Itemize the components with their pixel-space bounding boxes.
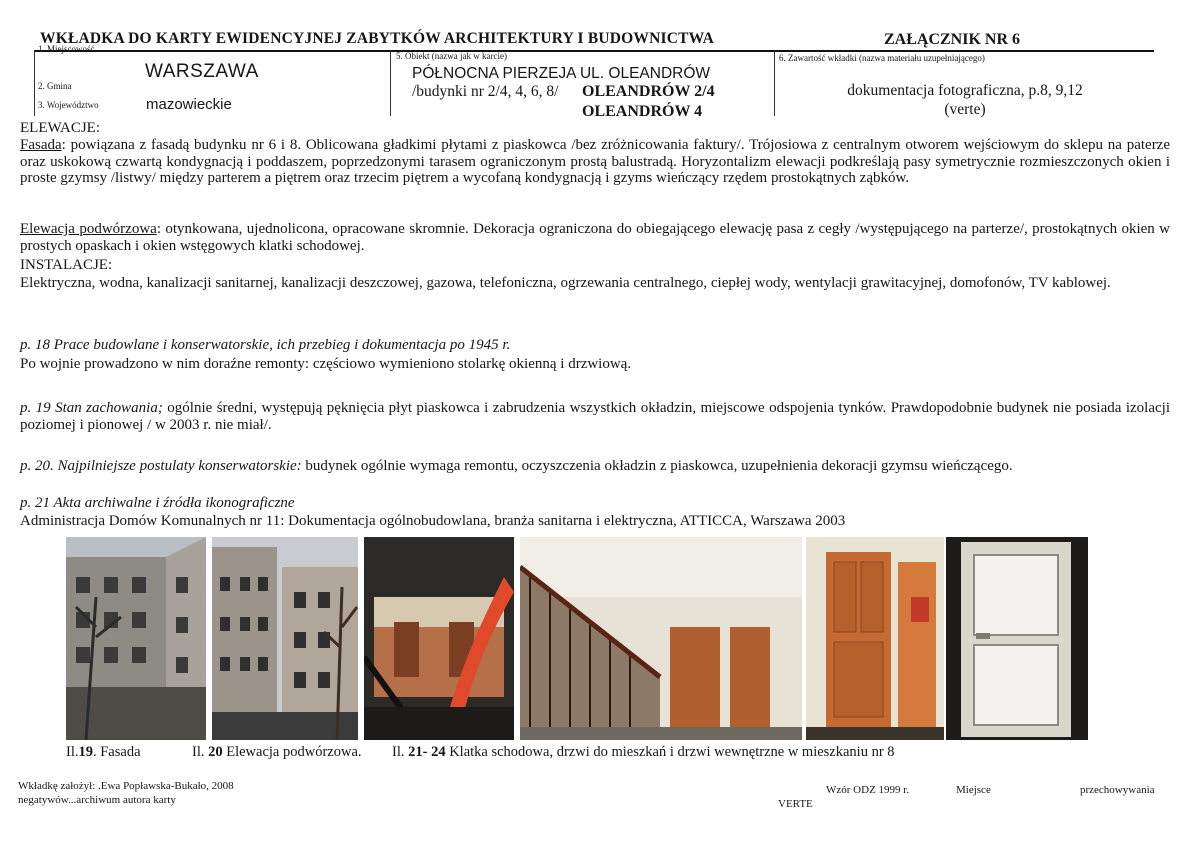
- caption-photo-19: [66, 744, 141, 761]
- caption-number: 19: [78, 744, 93, 760]
- caption-text: Elewacja podwórzowa.: [222, 744, 362, 760]
- locality-label: 1. Miejscowość: [38, 44, 95, 54]
- courtyard-paragraph: [20, 221, 1170, 254]
- footer-verte: VERTE: [778, 798, 813, 810]
- document-title: WKŁADKA DO KARTY EWIDENCYJNEJ ZABYTKÓW ARCHITEKTURY I BUDOWNICTWA: [40, 30, 715, 47]
- caption-prefix: Il.: [392, 744, 409, 760]
- caption-number: 20: [208, 744, 223, 760]
- locality-value: WARSZAWA: [145, 61, 259, 82]
- object-address-1: OLEANDRÓW 2/4: [582, 83, 715, 100]
- caption-photo-20: [192, 744, 362, 761]
- installations-heading: INSTALACJE:: [20, 257, 113, 273]
- elevations-heading: ELEWACJE:: [20, 120, 100, 136]
- content-line-1: dokumentacja fotograficzna, p.8, 9,12: [847, 82, 1083, 99]
- footer-template: Wzór ODZ 1999 r.: [826, 784, 910, 796]
- courtyard-term: Elewacja podwórzowa: [20, 221, 157, 237]
- footer-storage: przechowywania: [1080, 784, 1155, 796]
- content-value: [775, 81, 1155, 119]
- photo-facade: [66, 537, 206, 740]
- section-20-text: budynek ogólnie wymaga remontu, oczyszczenia okładzin z piaskowca, uzupełnienia dekoracji gzymsu wieńczącego.: [301, 458, 1013, 474]
- photo-interior-door: [946, 537, 1088, 740]
- footer-place: Miejsce: [956, 784, 991, 796]
- section-20-paragraph: [20, 458, 1013, 475]
- section-19-heading: p. 19 Stan zachowania;: [20, 400, 163, 416]
- facade-text: : powiązana z fasadą budynku nr 6 i 8. Oblicowana gładkimi płytami z piaskowca /bez zróżnicowania faktury/. Trójosiowa z centralnym otworem wejściowym do sklepu na paterze oraz uskokową czwartą kondygnacją i poddaszem, poprzedzonymi tarasem ograniczonym prostą balustradą. Horyzontalizm elewacji podkreślają pasy symetrycznie rozmieszczonych okien i proste gzymsy /listwy/ między parterem a piętrem oraz trzecim piętrem a wycofaną kondygnacją i gzyms wieńczący rzędem prostokątnych ząbków.: [20, 137, 1170, 187]
- facade-term: Fasada: [20, 137, 62, 153]
- section-19-text: ogólnie średni, występują pęknięcia płyt piaskowca i zabrudzenia wszystkich okładzin, miejscowe odspojenia tynków. Prawdopodobnie budynek nie posiada izolacji poziomej i pionowej / w 2003 r. nie miał/.: [20, 400, 1170, 433]
- caption-text: Klatka schodowa, drzwi do mieszkań i drzwi wewnętrzne w mieszkaniu nr 8: [445, 744, 895, 760]
- caption-prefix: Il.: [192, 744, 209, 760]
- installations-text: Elektryczna, wodna, kanalizacji sanitarnej, kanalizacji deszczowej, gazowa, telefoniczna, ogrzewania centralnego, ciepłej wody, wentylacji grawitacyjnej, domofonów, TV kablowej.: [20, 275, 1111, 291]
- photo-staircase-2: [520, 537, 802, 740]
- object-label: 5. Obiekt (nazwa jak w karcie): [396, 51, 507, 61]
- caption-number: 21- 24: [408, 744, 446, 760]
- courtyard-text: : otynkowana, ujednolicona, opracowane skromnie. Dekoracja ograniczona do obiegającego elewację pasa z cegły /występującego na parterze/, prostokątnych okien w prostych opaskach i okien wstęgowych klatki schodowej.: [20, 221, 1171, 254]
- content-line-2: (verte): [944, 101, 986, 118]
- object-buildings: /budynki nr 2/4, 4, 6, 8/: [412, 83, 559, 100]
- photo-courtyard: [212, 537, 358, 740]
- municipality-label: 2. Gmina: [38, 81, 72, 91]
- section-21-text: Administracja Domów Komunalnych nr 11: Dokumentacja ogólnobudowlana, branża sanitarna i elektryczna, ATTICCA, Warszawa 2003: [20, 513, 846, 529]
- object-name: PÓŁNOCNA PIERZEJA UL. OLEANDRÓW: [412, 65, 711, 82]
- photo-staircase-1: [364, 537, 514, 740]
- footer-negatives: negatywów...archiwum autora karty: [18, 794, 176, 806]
- annex-number: ZAŁĄCZNIK NR 6: [884, 31, 1021, 48]
- caption-photo-21-24: [392, 744, 895, 761]
- footer-author: Wkładkę założył: .Ewa Popławska-Bukało, 2008: [18, 780, 234, 792]
- caption-prefix: Il.: [66, 744, 79, 760]
- facade-paragraph: [20, 137, 1170, 187]
- voivodeship-label: 3. Województwo: [38, 100, 99, 110]
- object-address-2: OLEANDRÓW 4: [582, 103, 703, 120]
- section-18-heading: p. 18 Prace budowlane i konserwatorskie, ich przebieg i dokumentacja po 1945 r.: [20, 337, 511, 353]
- section-20-heading: p. 20. Najpilniejsze postulaty konserwatorskie:: [20, 458, 302, 474]
- voivodeship-value: mazowieckie: [146, 96, 232, 113]
- caption-text: . Fasada: [92, 744, 141, 760]
- section-21-heading: p. 21 Akta archiwalne i źródła ikonograficzne: [20, 495, 295, 511]
- section-18-text: Po wojnie prowadzono w nim doraźne remonty: częściowo wymieniono stolarkę okienną i drzwiową.: [20, 356, 632, 372]
- content-label: 6. Zawartość wkładki (nazwa materiału uzupełniającego): [779, 53, 985, 63]
- section-19-paragraph: [20, 400, 1170, 433]
- photo-apartment-door: [806, 537, 944, 740]
